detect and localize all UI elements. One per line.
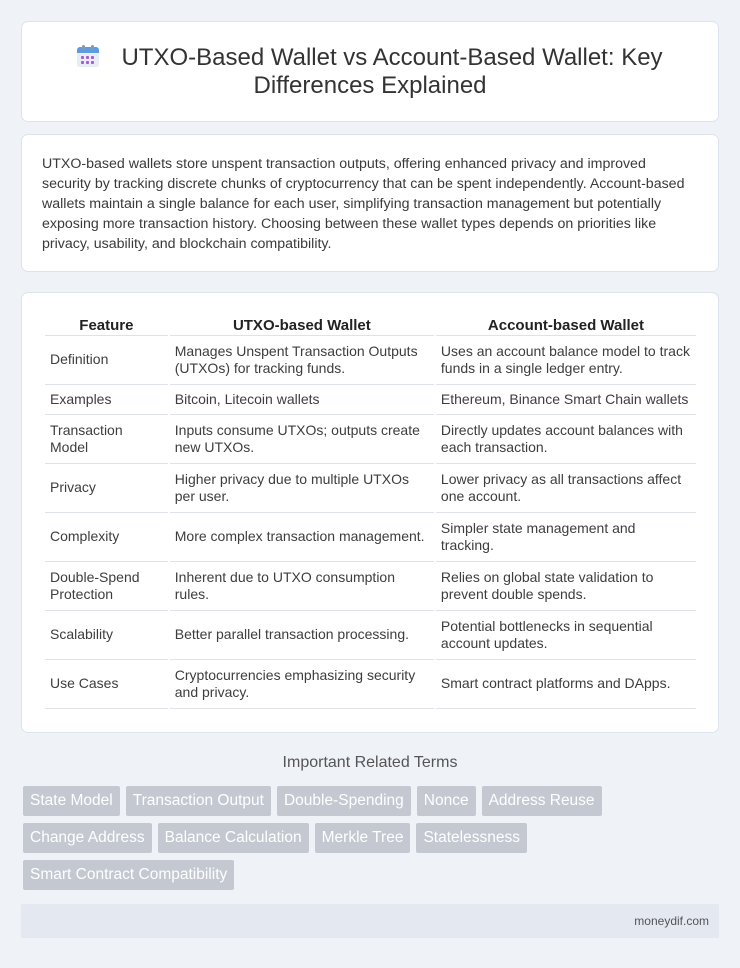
page-title: UTXO-Based Wallet vs Account-Based Wallet: Key Differences Explained — [121, 44, 663, 99]
feature-cell: Use Cases — [45, 660, 168, 709]
table-header-row — [45, 316, 696, 336]
page-title-wrap — [22, 44, 718, 100]
table-row — [45, 513, 696, 562]
header-feature: Feature — [45, 316, 168, 336]
related-term-tag[interactable]: Change Address — [23, 823, 152, 853]
header-utxo: UTXO-based Wallet — [170, 316, 434, 336]
table-row — [45, 611, 696, 660]
utxo-cell: Bitcoin, Litecoin wallets — [170, 385, 434, 415]
footer — [21, 904, 719, 938]
related-term-tag[interactable]: State Model — [23, 786, 120, 816]
table-row — [45, 464, 696, 513]
feature-cell: Transaction Model — [45, 415, 168, 464]
comparison-table — [43, 316, 698, 709]
table-row — [45, 385, 696, 415]
intro-paragraph: UTXO-based wallets store unspent transaction outputs, offering enhanced privacy and improved security by tracking discrete chunks of cryptocurrency that can be spent independently. Account-based wallets maintain a single balance for each user, simplifying transaction management but potentially exposing more transaction history. Choosing between these wallet types depends on priorities like privacy, usability, and blockchain compatibility. — [42, 156, 685, 252]
table-row — [45, 336, 696, 385]
account-cell: Directly updates account balances with each transaction. — [436, 415, 696, 464]
account-cell: Relies on global state validation to prevent double spends. — [436, 562, 696, 611]
table-row — [45, 660, 696, 709]
utxo-cell: Inputs consume UTXOs; outputs create new UTXOs. — [170, 415, 434, 464]
table-row — [45, 415, 696, 464]
utxo-cell: Higher privacy due to multiple UTXOs per user. — [170, 464, 434, 513]
header-account: Account-based Wallet — [436, 316, 696, 336]
account-cell: Ethereum, Binance Smart Chain wallets — [436, 385, 696, 415]
utxo-cell: Manages Unspent Transaction Outputs (UTXOs) for tracking funds. — [170, 336, 434, 385]
title-card — [21, 21, 719, 122]
account-cell: Smart contract platforms and DApps. — [436, 660, 696, 709]
table-row — [45, 562, 696, 611]
utxo-cell: More complex transaction management. — [170, 513, 434, 562]
account-cell: Simpler state management and tracking. — [436, 513, 696, 562]
utxo-cell: Cryptocurrencies emphasizing security and privacy. — [170, 660, 434, 709]
utxo-cell: Inherent due to UTXO consumption rules. — [170, 562, 434, 611]
footer-site-link[interactable]: moneydif.com — [634, 914, 709, 928]
related-term-tag[interactable]: Nonce — [417, 786, 476, 816]
calendar-icon — [77, 45, 99, 67]
account-cell: Lower privacy as all transactions affect one account. — [436, 464, 696, 513]
account-cell: Uses an account balance model to track funds in a single ledger entry. — [436, 336, 696, 385]
feature-cell: Definition — [45, 336, 168, 385]
related-term-tag[interactable]: Address Reuse — [482, 786, 602, 816]
related-term-tag[interactable]: Transaction Output — [126, 786, 271, 816]
feature-cell: Complexity — [45, 513, 168, 562]
related-terms-list — [23, 786, 633, 890]
intro-card — [21, 134, 719, 272]
utxo-cell: Better parallel transaction processing. — [170, 611, 434, 660]
feature-cell: Scalability — [45, 611, 168, 660]
related-term-tag[interactable]: Smart Contract Compatibility — [23, 860, 234, 890]
related-term-tag[interactable]: Balance Calculation — [158, 823, 309, 853]
related-term-tag[interactable]: Double-Spending — [277, 786, 411, 816]
related-terms-title: Important Related Terms — [282, 754, 458, 771]
comparison-card — [21, 292, 719, 733]
feature-cell: Double-Spend Protection — [45, 562, 168, 611]
related-term-tag[interactable]: Statelessness — [416, 823, 527, 853]
related-term-tag[interactable]: Merkle Tree — [315, 823, 411, 853]
feature-cell: Privacy — [45, 464, 168, 513]
account-cell: Potential bottlenecks in sequential account updates. — [436, 611, 696, 660]
feature-cell: Examples — [45, 385, 168, 415]
